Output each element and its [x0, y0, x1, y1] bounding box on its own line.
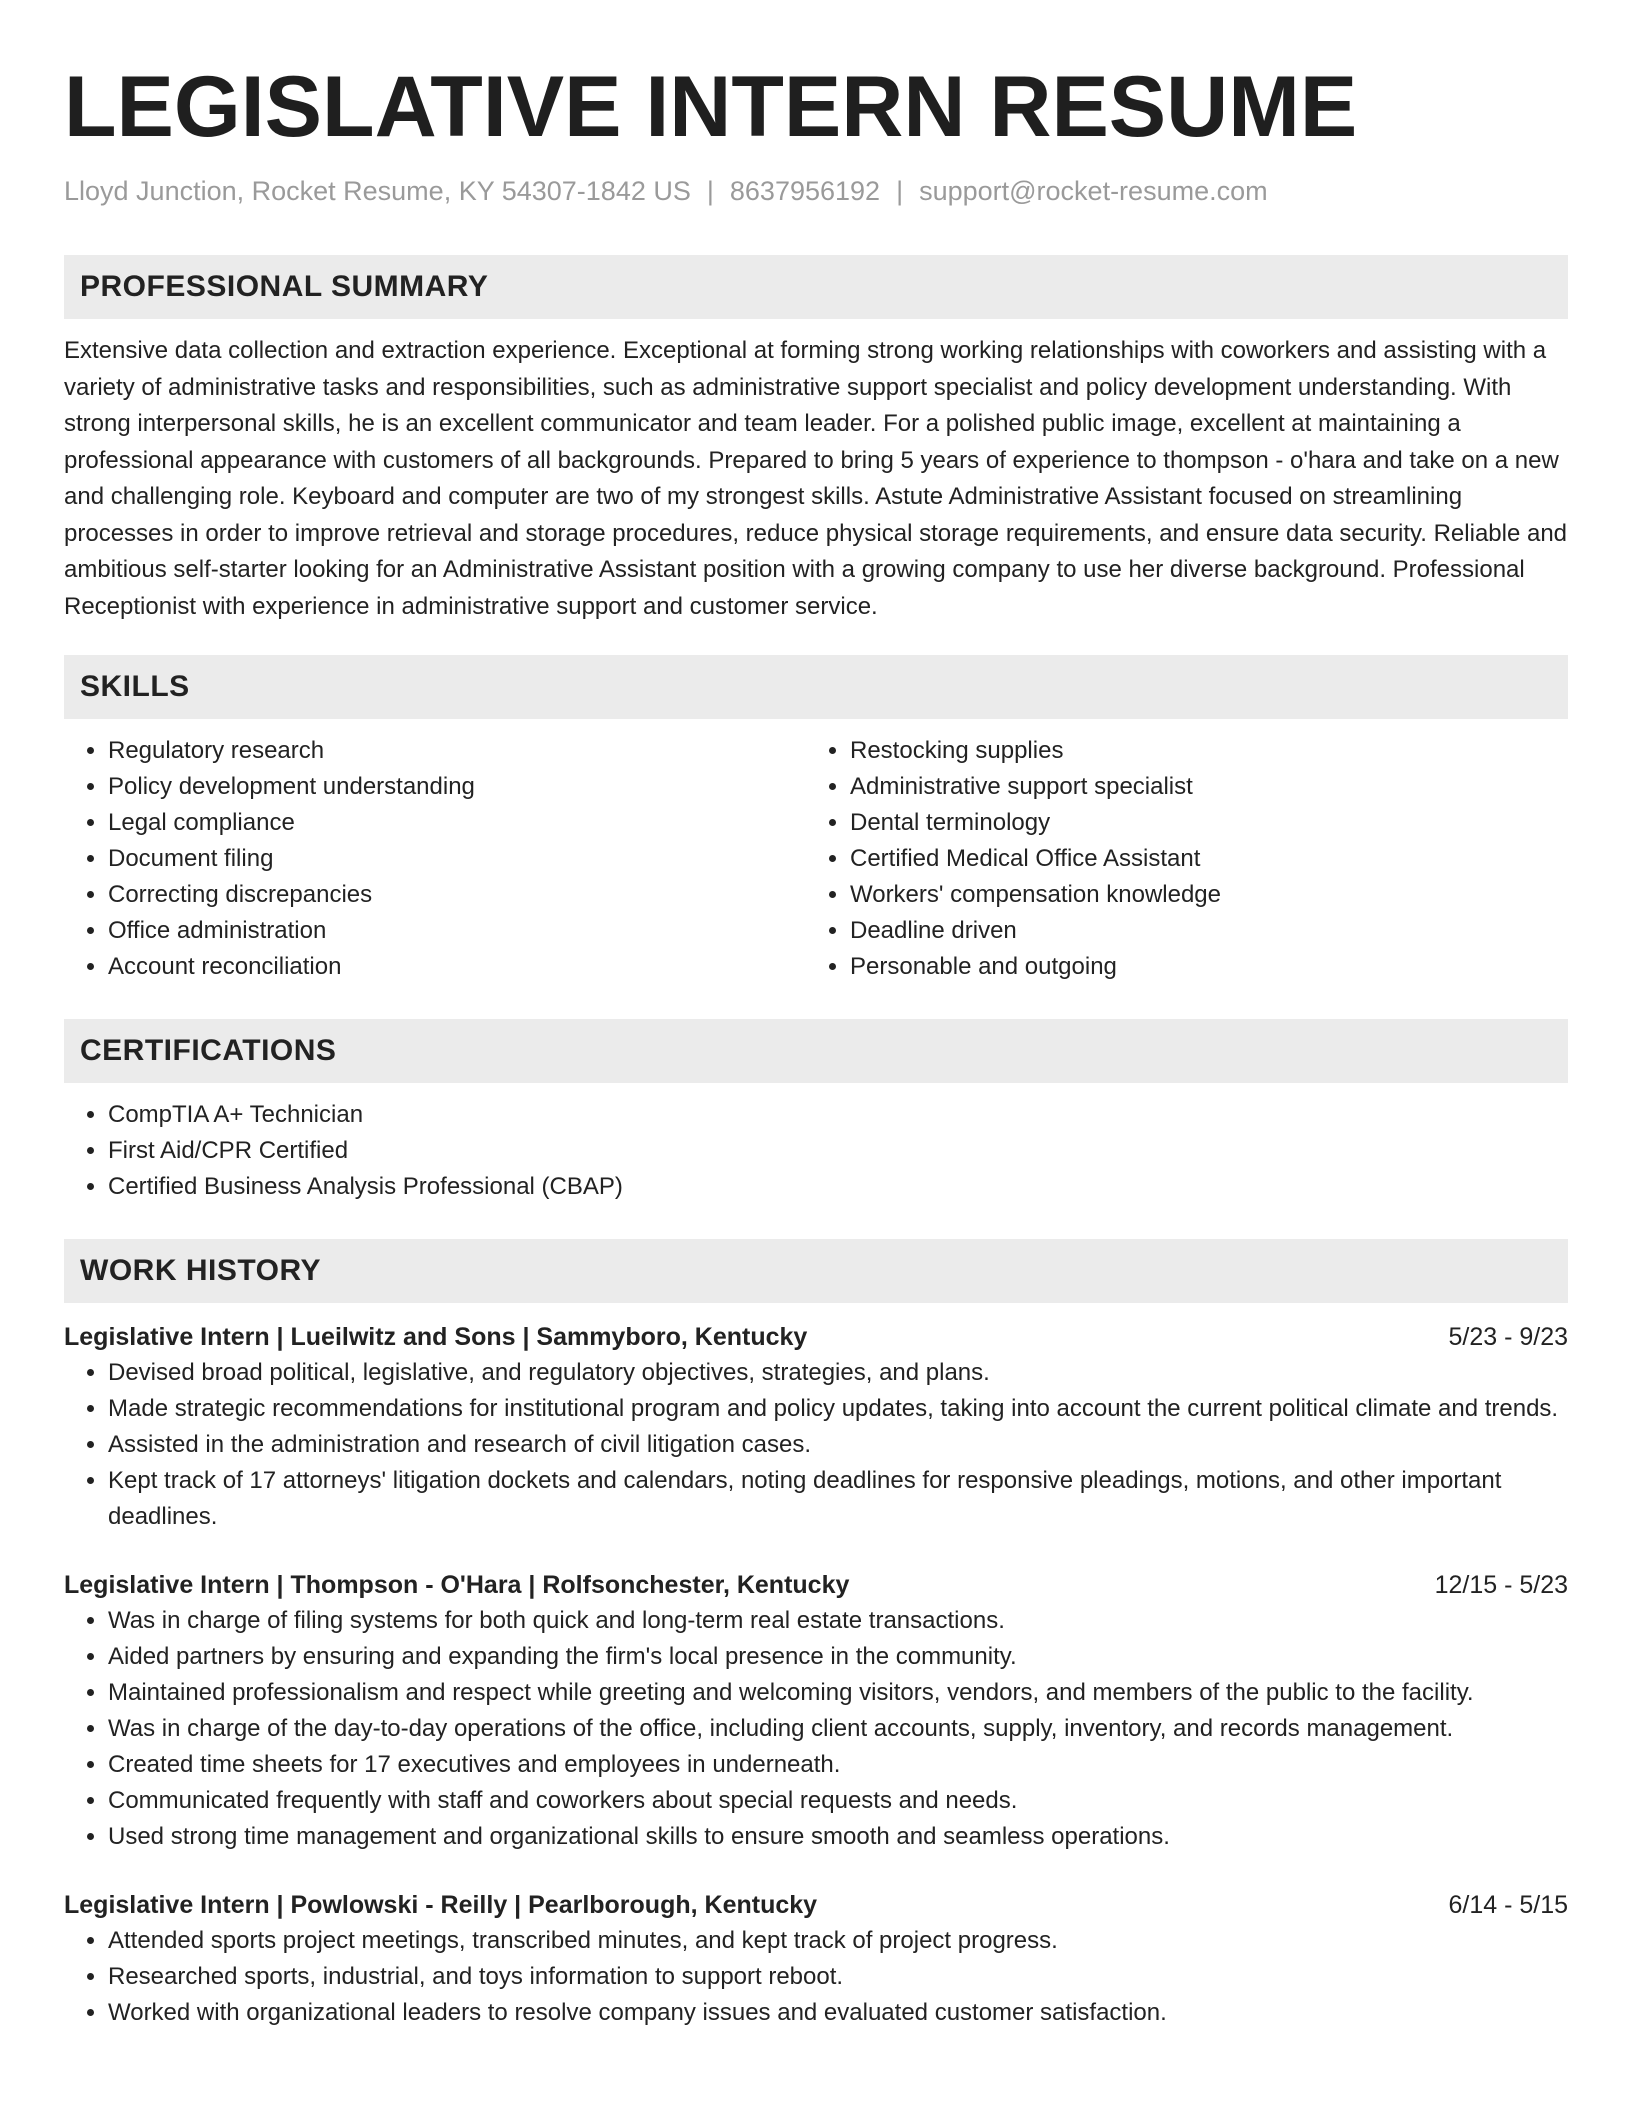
job-bullet: • Was in charge of filing systems for both quick and long-term real estate transactions. [108, 1603, 1568, 1639]
skill-item: • Administrative support specialist [850, 769, 1548, 805]
skill-item: • Document filing [108, 841, 806, 877]
job-bullet: • Aided partners by ensuring and expanding the firm's local presence in the community. [108, 1639, 1568, 1675]
section-heading-certifications: CERTIFICATIONS [64, 1019, 1568, 1083]
job-header [64, 1887, 1568, 1923]
skill-item: • Dental terminology [850, 805, 1548, 841]
skill-item: • Restocking supplies [850, 733, 1548, 769]
job-bullet: • Was in charge of the day-to-day operations of the office, including client accounts, supply, inventory, and records management. [108, 1711, 1568, 1747]
skill-item: • Regulatory research [108, 733, 806, 769]
job-bullet: • Communicated frequently with staff and coworkers about special requests and needs. [108, 1783, 1568, 1819]
contact-address: Lloyd Junction, Rocket Resume, KY 54307-1842 US [64, 176, 691, 206]
summary-text: Extensive data collection and extraction experience. Exceptional at forming strong working relationships with coworkers and assisting with a variety of administrative tasks and responsibilities, such as administrative support specialist and policy development understanding. With strong interpersonal skills, he is an excellent communicator and team leader. For a polished public image, excellent at maintaining a professional appearance with customers of all backgrounds. Prepared to bring 5 years of experience to thompson - o'hara and take on a new and challenging role. Keyboard and computer are two of my strongest skills. Astute Administrative Assistant focused on streamlining processes in order to improve retrieval and storage procedures, reduce physical storage requirements, and ensure data security. Reliable and ambitious self-starter looking for an Administrative Assistant position with a growing company to use her diverse background. Professional Receptionist with experience in administrative support and customer service. [64, 337, 1568, 620]
job-bullet: • Made strategic recommendations for institutional program and policy updates, taking into account the current political climate and trends. [108, 1391, 1568, 1427]
skills-list-left [64, 733, 806, 985]
job-bullets [64, 1603, 1568, 1855]
section-heading-summary: PROFESSIONAL SUMMARY [64, 255, 1568, 319]
certification-item: • Certified Business Analysis Professional (CBAP) [108, 1169, 1568, 1205]
skill-item: • Personable and outgoing [850, 949, 1548, 985]
section-heading-skills: SKILLS [64, 655, 1568, 719]
skill-item: • Office administration [108, 913, 806, 949]
job-title: Legislative Intern | Powlowski - Reilly | Pearlborough, Kentucky [64, 1891, 818, 1919]
contact-separator: | [896, 176, 904, 206]
skill-item: • Account reconciliation [108, 949, 806, 985]
skills-list-right [806, 733, 1548, 985]
contact-phone: 8637956192 [729, 176, 881, 206]
skill-item: • Correcting discrepancies [108, 877, 806, 913]
job-bullet: • Created time sheets for 17 executives and employees in underneath. [108, 1747, 1568, 1783]
job-bullets [64, 1923, 1568, 2031]
job-bullet: • Attended sports project meetings, transcribed minutes, and kept track of project progress. [108, 1923, 1568, 1959]
skills-grid [64, 733, 1568, 985]
skill-item: • Deadline driven [850, 913, 1548, 949]
job-dates: 5/23 - 9/23 [1448, 1323, 1568, 1351]
certification-item: • First Aid/CPR Certified [108, 1133, 1568, 1169]
contact-separator: | [706, 176, 714, 206]
job-bullet: • Researched sports, industrial, and toys information to support reboot. [108, 1959, 1568, 1995]
job-bullet: • Maintained professionalism and respect while greeting and welcoming visitors, vendors, and members of the public to the facility. [108, 1675, 1568, 1711]
job-bullet: • Devised broad political, legislative, and regulatory objectives, strategies, and plans. [108, 1355, 1568, 1391]
job-entry [64, 1567, 1568, 1855]
skill-item: • Legal compliance [108, 805, 806, 841]
contact-line [64, 176, 1568, 207]
job-dates: 6/14 - 5/15 [1448, 1891, 1568, 1919]
contact-email: support@rocket-resume.com [919, 176, 1268, 206]
skill-item: • Workers' compensation knowledge [850, 877, 1548, 913]
job-header [64, 1567, 1568, 1603]
job-title: Legislative Intern | Thompson - O'Hara | Rolfsonchester, Kentucky [64, 1571, 850, 1599]
certifications-list [64, 1097, 1568, 1205]
job-bullet: • Worked with organizational leaders to resolve company issues and evaluated customer satisfaction. [108, 1995, 1568, 2031]
resume-title: LEGISLATIVE INTERN RESUME [64, 59, 1358, 155]
job-entry [64, 1887, 1568, 2031]
job-bullet: • Kept track of 17 attorneys' litigation dockets and calendars, noting deadlines for responsive pleadings, motions, and other important deadlines. [108, 1463, 1568, 1535]
skill-item: • Policy development understanding [108, 769, 806, 805]
job-bullet: • Used strong time management and organizational skills to ensure smooth and seamless operations. [108, 1819, 1568, 1855]
job-header [64, 1319, 1568, 1355]
skills-column-left [64, 733, 806, 985]
job-bullet: • Assisted in the administration and research of civil litigation cases. [108, 1427, 1568, 1463]
job-dates: 12/15 - 5/23 [1434, 1571, 1568, 1599]
job-bullets [64, 1355, 1568, 1535]
job-title: Legislative Intern | Lueilwitz and Sons | Sammyboro, Kentucky [64, 1323, 808, 1351]
certification-item: • CompTIA A+ Technician [108, 1097, 1568, 1133]
skill-item: • Certified Medical Office Assistant [850, 841, 1548, 877]
skills-column-right [806, 733, 1548, 985]
section-heading-work-history: WORK HISTORY [64, 1239, 1568, 1303]
job-entry [64, 1319, 1568, 1535]
